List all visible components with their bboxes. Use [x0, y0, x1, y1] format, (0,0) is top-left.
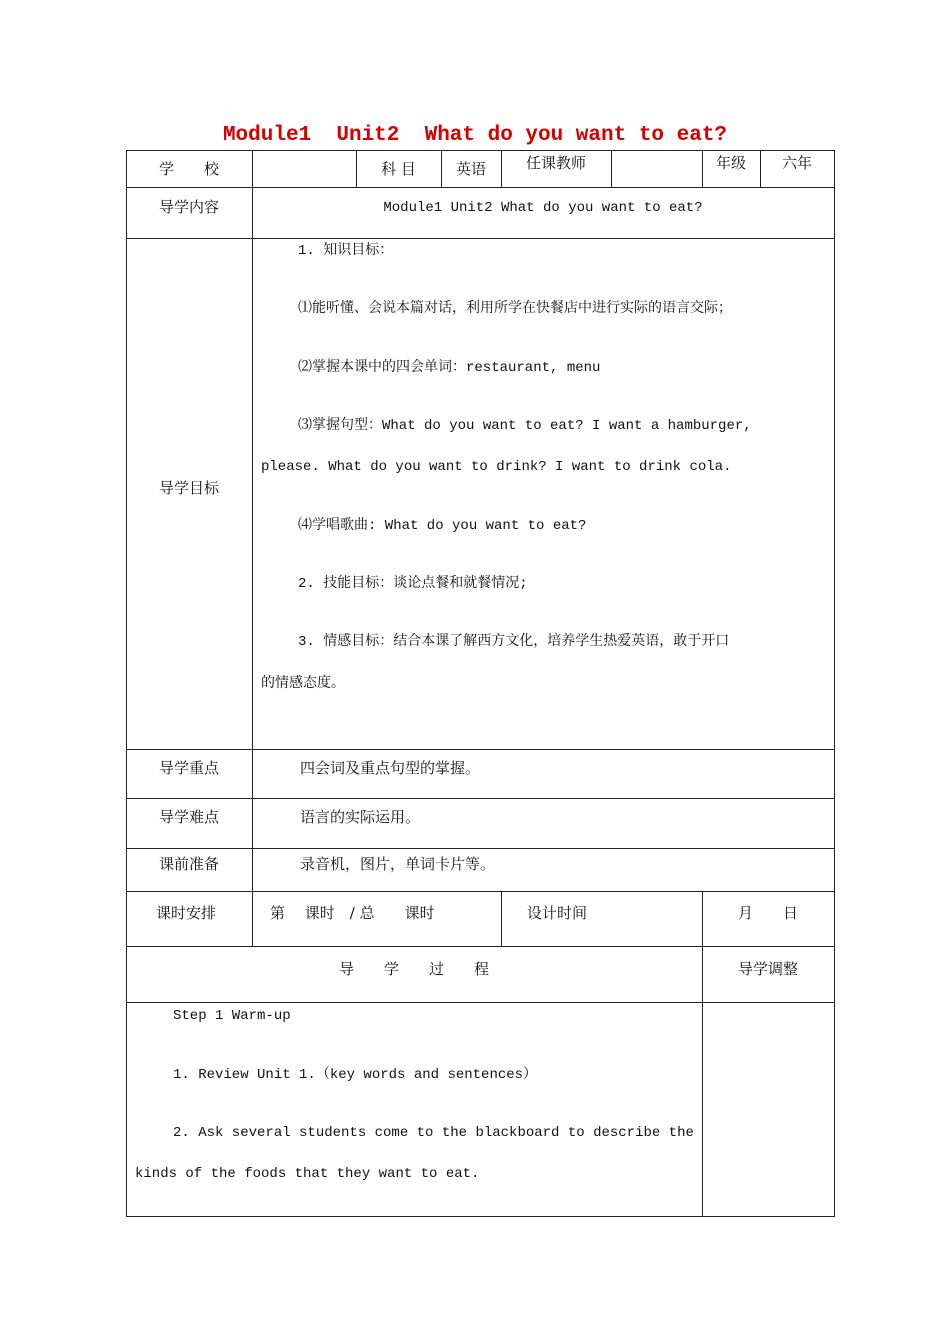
goals-label: 导学目标 [158, 479, 219, 497]
goal-line: 2. 技能目标：谈论点餐和就餐情况; [298, 576, 528, 592]
page-title: Module1 Unit2 What do you want to eat? [222, 124, 728, 147]
process-line: 1. Review Unit 1.（key words and sentences） [173, 1067, 538, 1083]
grade-label: 年级 [715, 154, 746, 172]
table-rule [126, 749, 835, 750]
process-line: kinds of the foods that they want to eat. [135, 1166, 480, 1182]
process-line: 2. Ask several students come to the blackboard to describe the [173, 1125, 694, 1141]
goal-line: ⑶掌握句型：What do you want to eat? I want a hamburger, [298, 418, 752, 434]
table-rule [126, 1002, 835, 1003]
table-rule [501, 891, 502, 947]
date-value: 月 日 [737, 904, 798, 922]
prep-label: 课前准备 [158, 855, 219, 873]
table-rule [126, 150, 127, 1217]
table-rule [126, 891, 835, 892]
difficulty-value: 语言的实际运用。 [300, 808, 421, 826]
table-rule [126, 150, 835, 151]
key-value: 四会词及重点句型的掌握。 [300, 759, 481, 777]
goal-line: 3. 情感目标：结合本课了解西方文化，培养学生热爱英语，敢于开口 [298, 634, 730, 650]
prep-value: 录音机，图片，单词卡片等。 [300, 855, 496, 873]
schedule-label: 课时安排 [155, 904, 216, 922]
adjust-label: 导学调整 [737, 960, 798, 978]
table-rule [126, 238, 835, 239]
table-rule [252, 150, 253, 947]
grade-value: 六年 [781, 154, 812, 172]
goal-line: 的情感态度。 [261, 676, 345, 692]
subject-value: 英语 [455, 160, 486, 178]
school-label: 学 校 [158, 160, 219, 178]
key-label: 导学重点 [158, 759, 219, 777]
goal-line: 1. 知识目标： [298, 243, 394, 259]
difficulty-label: 导学难点 [158, 808, 219, 826]
table-rule [702, 946, 703, 1217]
teacher-label: 任课教师 [525, 154, 586, 172]
table-rule [611, 150, 612, 188]
subject-label: 科 目 [381, 160, 416, 178]
goal-line: please. What do you want to drink? I want to drink cola. [261, 459, 732, 475]
table-rule [126, 848, 835, 849]
design-time-label: 设计时间 [527, 904, 588, 922]
process-line: Step 1 Warm-up [173, 1008, 291, 1024]
schedule-value: 第 课时 / 总 课时 [270, 904, 435, 922]
goal-line: ⑵掌握本课中的四会单词：restaurant, menu [298, 360, 601, 376]
table-rule [834, 150, 835, 1217]
table-rule [126, 187, 835, 188]
content-value: Module1 Unit2 What do you want to eat? [383, 200, 703, 216]
table-rule [126, 946, 835, 947]
goal-line: ⑴能听懂、会说本篇对话，利用所学在快餐店中进行实际的语言交际； [298, 301, 732, 317]
content-label: 导学内容 [158, 198, 219, 216]
table-rule [126, 798, 835, 799]
table-rule [126, 1216, 835, 1217]
goal-line: ⑷学唱歌曲: What do you want to eat? [298, 518, 587, 534]
process-label: 导 学 过 程 [338, 960, 489, 978]
